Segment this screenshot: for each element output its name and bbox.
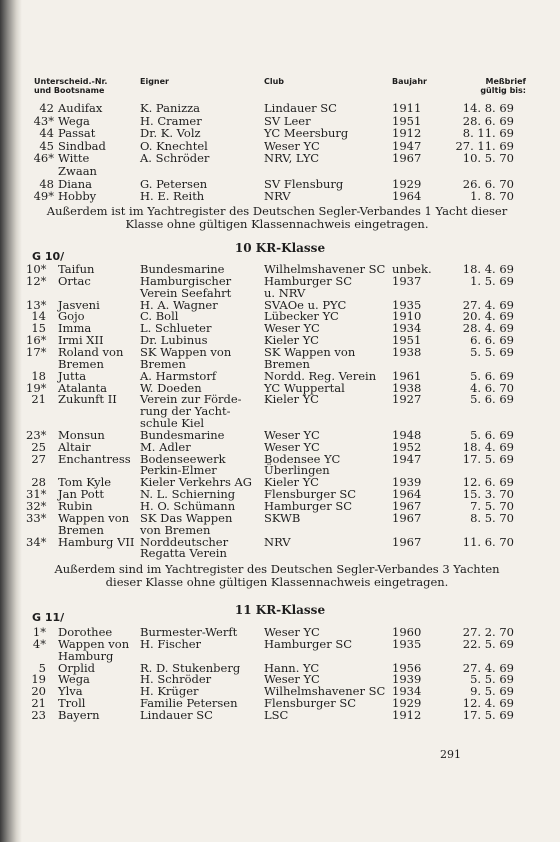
cell-club: Hann. YC (264, 660, 320, 675)
cell-owner: H. Krüger (140, 684, 199, 699)
cell-expiry: 10. 5. 70 (462, 151, 514, 166)
cell-year: 1967 (392, 534, 422, 549)
cell-club: Bremen (264, 356, 310, 371)
cell-year: 1947 (392, 451, 422, 466)
cell-owner: Bremen (140, 356, 186, 371)
cell-year: 1937 (392, 273, 422, 288)
table-row (0, 536, 560, 548)
cell-year: 1911 (392, 101, 422, 115)
table-row (0, 524, 560, 536)
cell-club: YC Wuppertal (264, 380, 345, 395)
cell-owner: Lindauer SC (140, 707, 213, 722)
cell-year: 1939 (392, 672, 422, 687)
cell-club: NRV, LYC (264, 151, 320, 166)
cell-boat: Wega (58, 113, 90, 128)
cell-owner: Dr. Lubinus (140, 333, 208, 348)
cell-club: Bodensee YC (264, 451, 341, 466)
section1-note-line2: Klasse ohne gültigen Klassennachweis eingetragen. (125, 217, 429, 231)
cell-owner: C. Boll (140, 309, 179, 324)
table-row (0, 140, 560, 152)
table-row (0, 178, 560, 190)
cell-nr: 48 (39, 176, 54, 191)
cell-boat: Audifax (58, 101, 103, 115)
cell-year: 1934 (392, 321, 422, 336)
cell-owner: Kieler Verkehrs AG (140, 475, 252, 490)
cell-club: Hamburger SC (264, 273, 353, 288)
cell-club: Wilhelmshavener SC (264, 684, 386, 699)
cell-expiry: 15. 3. 70 (462, 487, 514, 502)
cell-year: 1929 (392, 176, 422, 191)
table-row (0, 393, 560, 405)
cell-year: 1952 (392, 439, 422, 454)
cell-boat: Altair (58, 439, 91, 454)
cell-boat: Imma (58, 321, 92, 336)
cell-nr: 34* (26, 534, 47, 549)
cell-year: 1964 (392, 189, 422, 204)
cell-boat: Irmi XII (58, 333, 104, 348)
cell-boat: Gojo (58, 309, 85, 324)
cell-owner: W. Doeden (140, 380, 202, 395)
cell-boat: Taifun (58, 262, 95, 276)
cell-expiry: 17. 5. 69 (462, 451, 514, 466)
table-row (0, 287, 560, 299)
cell-boat: Jan Pott (58, 487, 104, 502)
cell-nr: 44 (39, 126, 54, 141)
cell-owner: von Bremen (140, 522, 211, 537)
cell-year: unbek. (392, 262, 432, 276)
cell-club: SV Flensburg (264, 176, 344, 191)
cell-year: 1912 (392, 126, 422, 141)
cell-club: Hamburger SC (264, 499, 353, 513)
cell-boat: Zukunft II (58, 392, 117, 407)
table-row (0, 709, 560, 721)
cell-club: Weser YC (264, 138, 320, 153)
page-number: 291 (440, 748, 461, 761)
cell-owner: Norddeutscher (140, 534, 229, 549)
cell-year: 1947 (392, 138, 422, 153)
cell-year: 1960 (392, 625, 422, 639)
cell-nr: 27 (31, 451, 46, 466)
table-row (0, 165, 560, 177)
cell-boat: Ylva (58, 684, 83, 699)
cell-expiry: 22. 5. 69 (462, 636, 514, 651)
table-row (0, 152, 560, 164)
table-row (0, 650, 560, 662)
header-owner: Eigner (140, 77, 169, 86)
cell-nr: 4* (32, 636, 46, 651)
cell-year: 1964 (392, 487, 422, 502)
cell-club: Flensburger SC (264, 487, 357, 502)
cell-owner: A. Schröder (140, 151, 210, 166)
cell-club: Kieler YC (264, 333, 319, 348)
cell-boat: Hobby (58, 189, 97, 204)
table-row (0, 358, 560, 370)
cell-owner: Bundesmarine (140, 427, 225, 442)
cell-expiry: 27. 4. 69 (462, 297, 514, 312)
cell-year: 1967 (392, 510, 422, 525)
header-exp-line1: Meßbrief (485, 77, 526, 86)
cell-year: 1961 (392, 368, 422, 383)
cell-expiry: 5. 6. 69 (470, 392, 514, 407)
cell-owner: H. A. Wagner (140, 297, 218, 312)
cell-owner: H. Fischer (140, 636, 202, 651)
cell-year: 1929 (392, 696, 422, 711)
cell-owner: H. Schröder (140, 672, 212, 687)
cell-club: SVAOe u. PYC (264, 297, 347, 312)
cell-boat: Zwaan (58, 164, 97, 178)
cell-club: Weser YC (264, 625, 320, 639)
cell-year: 1927 (392, 392, 422, 407)
cell-owner: G. Petersen (140, 176, 208, 191)
cell-expiry: 8. 5. 70 (470, 510, 514, 525)
cell-club: Flensburger SC (264, 696, 357, 711)
cell-expiry: 5. 5. 69 (470, 344, 514, 359)
cell-boat: Bremen (58, 522, 104, 537)
cell-expiry: 18. 4. 69 (462, 439, 514, 454)
cell-expiry: 26. 6. 70 (462, 176, 514, 191)
cell-club: Lindauer SC (264, 101, 337, 115)
cell-year: 1934 (392, 684, 422, 699)
cell-nr: 19* (26, 380, 47, 395)
cell-expiry: 1. 8. 70 (470, 189, 514, 204)
header-exp-line2: gültig bis: (480, 86, 526, 95)
cell-owner: Verein Seefahrt (140, 285, 232, 300)
cell-club: Hamburger SC (264, 636, 353, 651)
cell-expiry: 17. 5. 69 (462, 707, 514, 722)
cell-nr: 45 (39, 138, 54, 153)
table-row (0, 115, 560, 127)
cell-owner: H. E. Reith (140, 189, 205, 204)
cell-owner: SK Wappen von (140, 344, 232, 359)
table-row (0, 547, 560, 559)
cell-owner: M. Adler (140, 439, 191, 454)
cell-expiry: 28. 4. 69 (462, 321, 514, 336)
cell-owner: H. O. Schümann (140, 499, 236, 513)
cell-nr: 33* (26, 510, 47, 525)
cell-nr: 23* (26, 427, 47, 442)
cell-year: 1938 (392, 344, 422, 359)
cell-boat: Wappen von (58, 510, 130, 525)
cell-expiry: 9. 5. 69 (470, 684, 514, 699)
cell-owner: K. Panizza (140, 101, 201, 115)
header-club: Club (264, 77, 285, 86)
cell-club: NRV (264, 189, 291, 204)
cell-boat: Sindbad (58, 138, 106, 153)
cell-nr: 19 (31, 672, 46, 687)
cell-owner: H. Cramer (140, 113, 202, 128)
header-nr-line2: und Bootsname (34, 86, 105, 95)
cell-owner: L. Schlueter (140, 321, 212, 336)
cell-expiry: 8. 11. 69 (462, 126, 514, 141)
cell-club: Lübecker YC (264, 309, 339, 324)
cell-club: Wilhelmshavener SC (264, 262, 386, 276)
cell-owner: Hamburgischer (140, 273, 232, 288)
cell-boat: Wappen von (58, 636, 130, 651)
section3-code: G 11/ (32, 611, 65, 624)
cell-boat: Atalanta (58, 380, 107, 395)
cell-owner: Bodenseewerk (140, 451, 226, 466)
cell-owner: Dr. K. Volz (140, 126, 201, 141)
cell-nr: 21 (31, 696, 46, 711)
cell-expiry: 12. 4. 69 (462, 696, 514, 711)
cell-club: Überlingen (264, 463, 330, 478)
section2-title: 10 KR-Klasse (234, 241, 326, 255)
cell-owner: rung der Yacht- (140, 404, 231, 419)
cell-nr: 42 (39, 101, 54, 115)
cell-club: Kieler YC (264, 392, 319, 407)
cell-boat: Tom Kyle (58, 475, 112, 490)
table-row (0, 405, 560, 417)
cell-club: NRV (264, 534, 291, 549)
cell-year: 1951 (392, 113, 422, 128)
table-row (0, 441, 560, 453)
cell-nr: 16* (26, 333, 47, 348)
cell-year: 1967 (392, 151, 422, 166)
cell-nr: 13* (26, 297, 47, 312)
cell-expiry: 12. 6. 69 (462, 475, 514, 490)
cell-nr: 15 (31, 321, 46, 336)
header-exp (440, 77, 526, 95)
cell-expiry: 28. 6. 69 (462, 113, 514, 128)
table-row (0, 190, 560, 202)
section2-note-line2: dieser Klasse ohne gültigen Klassennachweis eingetragen. (105, 575, 449, 589)
cell-club: LSC (264, 707, 289, 722)
cell-expiry: 5. 6. 69 (470, 427, 514, 442)
section2-note-line1: Außerdem sind im Yachtregister des Deutschen Segler-Verbandes 3 Yachten (54, 562, 500, 576)
cell-nr: 21 (31, 392, 46, 407)
cell-year: 1935 (392, 636, 422, 651)
cell-nr: 28 (31, 475, 46, 490)
cell-club: SKWB (264, 510, 301, 525)
cell-nr: 10* (26, 262, 47, 276)
cell-boat: Witte (58, 151, 90, 166)
header-year: Baujahr (392, 77, 427, 86)
cell-expiry: 5. 6. 69 (470, 368, 514, 383)
cell-club: SK Wappen von (264, 344, 356, 359)
cell-club: u. NRV (264, 285, 306, 300)
cell-owner: Perkin-Elmer (140, 463, 217, 478)
cell-boat: Wega (58, 672, 90, 687)
cell-expiry: 27. 4. 69 (462, 660, 514, 675)
cell-boat: Hamburg VII (58, 534, 135, 549)
cell-nr: 25 (31, 439, 46, 454)
cell-expiry: 7. 5. 70 (470, 499, 514, 513)
cell-expiry: 27. 2. 70 (462, 625, 514, 639)
cell-nr: 17* (26, 344, 47, 359)
cell-year: 1948 (392, 427, 422, 442)
cell-boat: Ortac (58, 273, 91, 288)
cell-owner: schule Kiel (140, 416, 205, 431)
header-nr (34, 77, 107, 95)
cell-year: 1910 (392, 309, 422, 324)
cell-boat: Hamburg (58, 648, 114, 663)
cell-nr: 18 (31, 368, 46, 383)
cell-boat: Bremen (58, 356, 104, 371)
table-row (0, 370, 560, 382)
table-row (0, 127, 560, 139)
cell-expiry: 11. 6. 70 (462, 534, 514, 549)
cell-club: YC Meersburg (264, 126, 349, 141)
cell-nr: 31* (26, 487, 47, 502)
cell-year: 1951 (392, 333, 422, 348)
cell-boat: Diana (58, 176, 93, 191)
section2-code: G 10/ (32, 250, 65, 263)
cell-nr: 12* (26, 273, 47, 288)
cell-boat: Monsun (58, 427, 105, 442)
cell-club: Weser YC (264, 427, 320, 442)
cell-boat: Passat (58, 126, 96, 141)
cell-club: Nordd. Reg. Verein (264, 368, 377, 383)
cell-owner: Familie Petersen (140, 696, 238, 711)
cell-club: Weser YC (264, 672, 320, 687)
cell-year: 1939 (392, 475, 422, 490)
cell-nr: 32* (26, 499, 47, 513)
cell-club: Kieler YC (264, 475, 319, 490)
cell-nr: 5 (38, 660, 46, 675)
cell-expiry: 18. 4. 69 (462, 262, 514, 276)
cell-owner: A. Harmstorf (140, 368, 217, 383)
header-nr-line1: Unterscheid.-Nr. (34, 77, 108, 86)
cell-nr: 20 (31, 684, 46, 699)
cell-year: 1967 (392, 499, 422, 513)
cell-owner: O. Knechtel (140, 138, 208, 153)
cell-nr: 14 (31, 309, 46, 324)
cell-boat: Orplid (58, 660, 96, 675)
cell-boat: Jasveni (58, 297, 100, 312)
cell-expiry: 5. 5. 69 (470, 672, 514, 687)
cell-owner: Regatta Verein (140, 546, 227, 561)
cell-club: Weser YC (264, 439, 320, 454)
cell-owner: Burmester-Werft (140, 625, 238, 639)
cell-nr: 49* (33, 189, 54, 204)
cell-club: Weser YC (264, 321, 320, 336)
cell-expiry: 27. 11. 69 (455, 138, 514, 153)
cell-expiry: 6. 6. 69 (470, 333, 514, 348)
section3-title: 11 KR-Klasse (234, 603, 326, 617)
cell-club: SV Leer (264, 113, 311, 128)
cell-owner: N. L. Schierning (140, 487, 236, 502)
section1-note-line1: Außerdem ist im Yachtregister des Deutschen Segler-Verbandes 1 Yacht dieser (46, 204, 508, 218)
cell-year: 1935 (392, 297, 422, 312)
cell-boat: Dorothee (58, 625, 113, 639)
cell-expiry: 1. 5. 69 (470, 273, 514, 288)
cell-boat: Bayern (58, 707, 100, 722)
cell-owner: SK Das Wappen (140, 510, 233, 525)
cell-expiry: 4. 6. 70 (470, 380, 514, 395)
cell-owner: Verein zur Förde- (140, 392, 242, 407)
cell-boat: Enchantress (58, 451, 131, 466)
cell-year: 1956 (392, 660, 422, 675)
cell-owner: Bundesmarine (140, 262, 225, 276)
cell-expiry: 20. 4. 69 (462, 309, 514, 324)
cell-boat: Jutta (58, 368, 87, 383)
cell-owner: R. D. Stukenberg (140, 660, 241, 675)
cell-boat: Roland von (58, 344, 124, 359)
cell-year: 1938 (392, 380, 422, 395)
table-row (0, 102, 560, 114)
cell-year: 1912 (392, 707, 422, 722)
cell-nr: 23 (31, 707, 46, 722)
cell-expiry: 14. 8. 69 (462, 101, 514, 115)
cell-nr: 43* (33, 113, 54, 128)
cell-nr: 1* (32, 625, 46, 639)
cell-boat: Rubin (58, 499, 93, 513)
cell-nr: 46* (33, 151, 54, 166)
cell-boat: Troll (58, 696, 86, 711)
